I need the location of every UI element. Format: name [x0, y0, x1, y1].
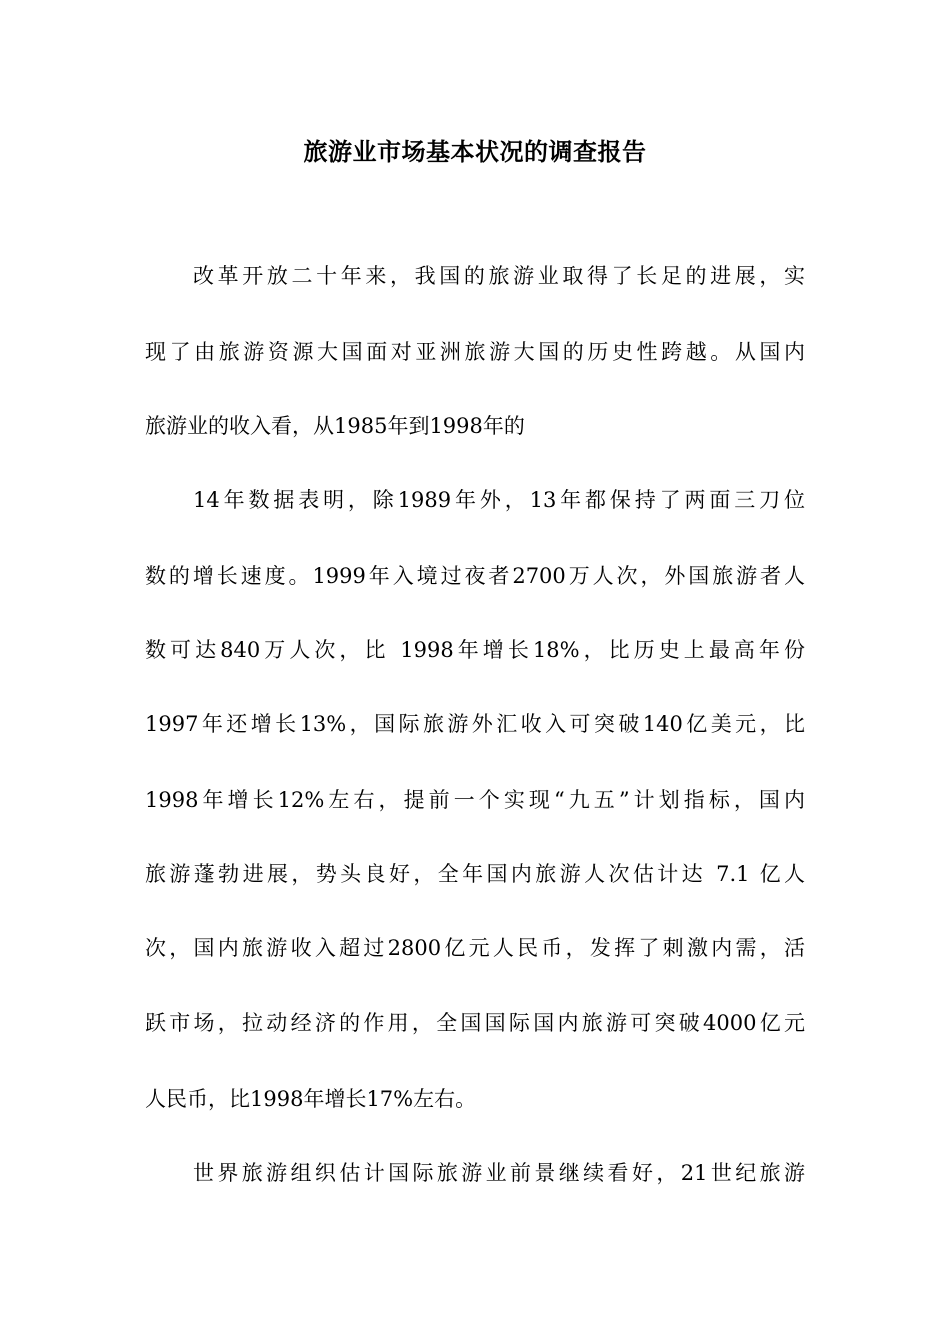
paragraph-2-line-7: 次，国内旅游收入超过2800亿元人民币，发挥了刺激内需，活 [145, 936, 805, 960]
paragraph-1-line-3: 旅游业的收入看，从1985年到1998年的 [145, 414, 525, 438]
paragraph-3-line-1: 世界旅游组织估计国际旅游业前景继续看好，21世纪旅游 [193, 1161, 805, 1185]
document-title: 旅游业市场基本状况的调查报告 [303, 138, 647, 166]
paragraph-1-line-1: 改革开放二十年来，我国的旅游业取得了长足的进展，实 [193, 264, 805, 288]
paragraph-2-line-1: 14年数据表明，除1989年外，13年都保持了两面三刀位 [193, 488, 805, 512]
paragraph-1-line-2: 现了由旅游资源大国面对亚洲旅游大国的历史性跨越。从国内 [145, 340, 805, 364]
paragraph-2-line-3: 数可达840万人次，比 1998年增长18%，比历史上最高年份 [145, 638, 805, 662]
paragraph-2-line-5: 1998年增长12%左右，提前一个实现“九五”计划指标，国内 [145, 788, 805, 812]
paragraph-2-line-2: 数的增长速度。1999年入境过夜者2700万人次，外国旅游者人 [145, 564, 805, 588]
paragraph-2-line-6: 旅游蓬勃进展，势头良好，全年国内旅游人次估计达 7.1 亿人 [145, 862, 805, 886]
paragraph-2-line-4: 1997年还增长13%，国际旅游外汇收入可突破140亿美元，比 [145, 712, 805, 736]
paragraph-2-line-8: 跃市场，拉动经济的作用，全国国际国内旅游可突破4000亿元 [145, 1011, 805, 1035]
paragraph-2-line-9: 人民币，比1998年增长17%左右。 [145, 1087, 477, 1111]
